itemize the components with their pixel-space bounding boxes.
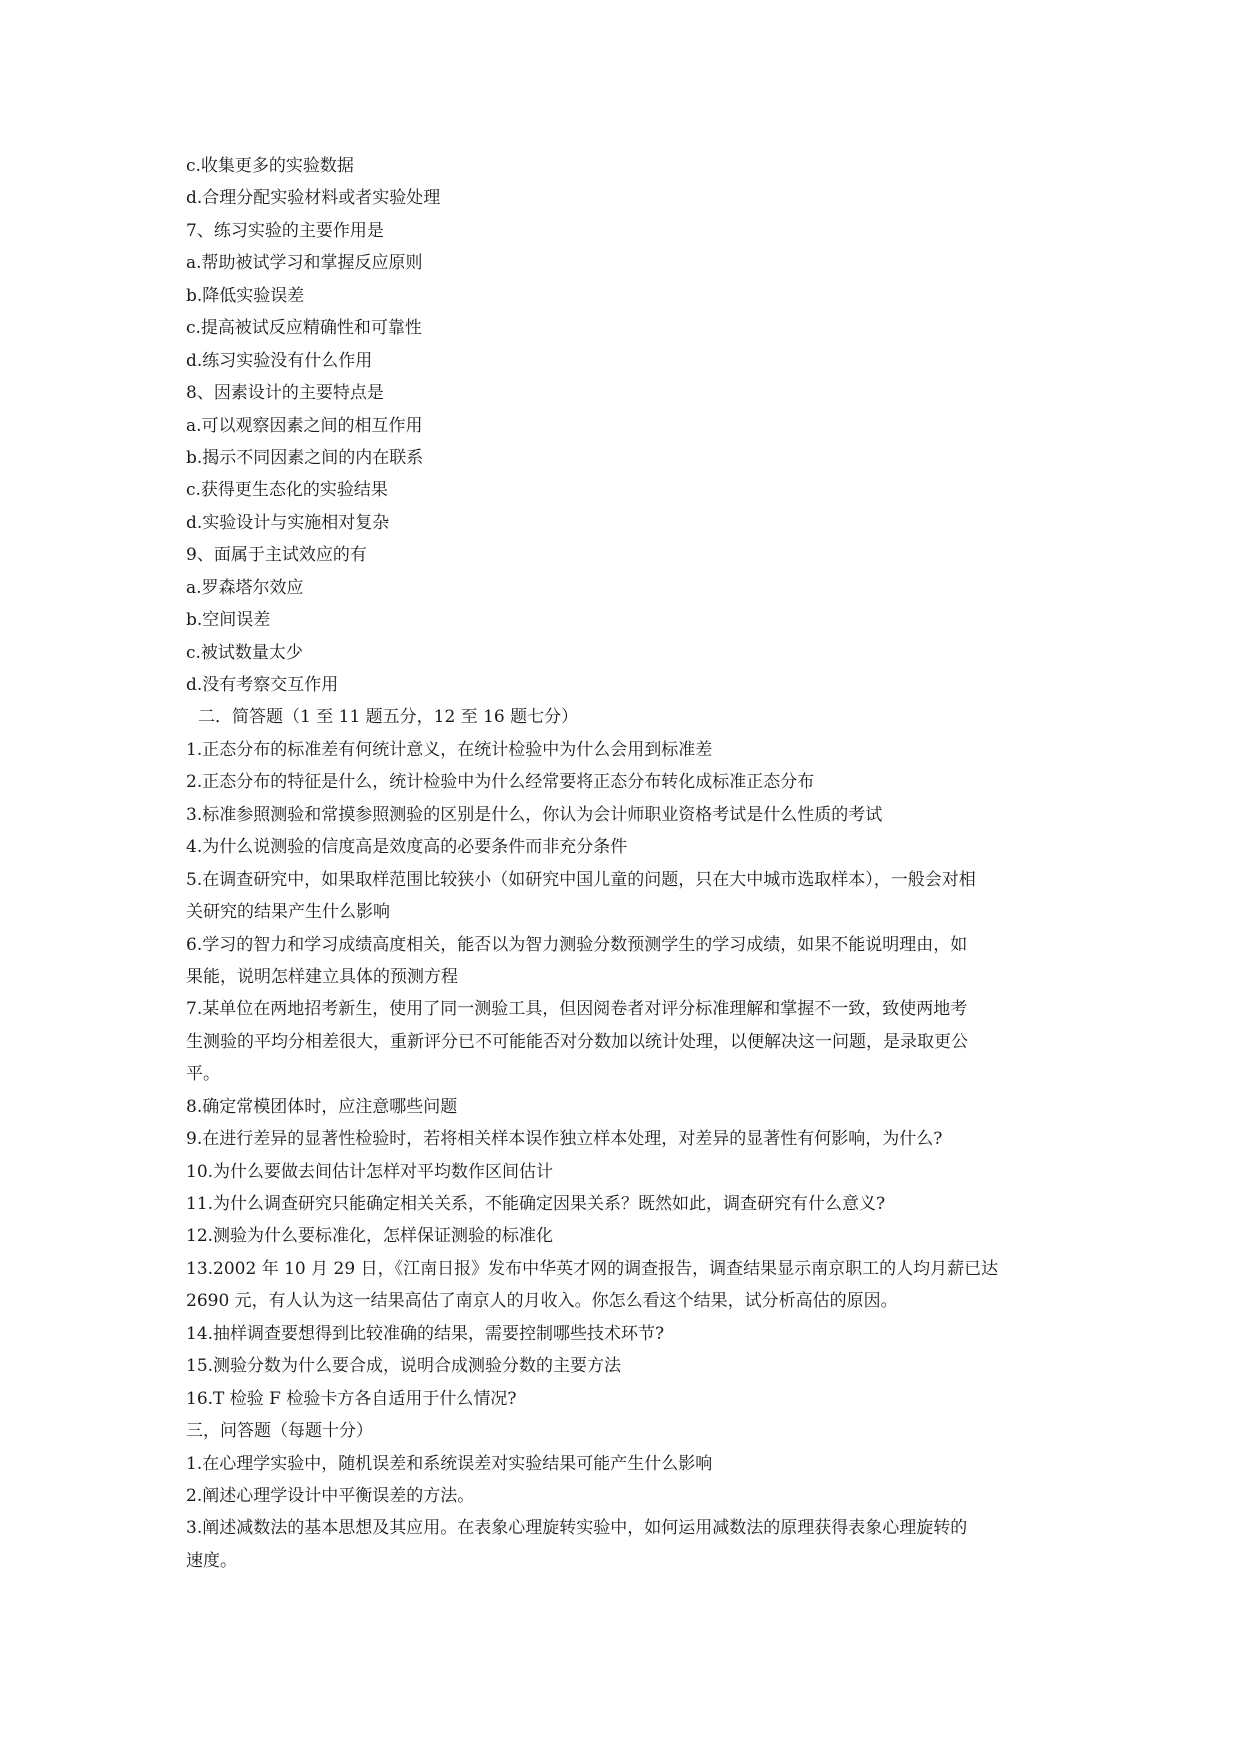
q9-option-b: b.空间误差 xyxy=(186,610,271,631)
short-answer-3: 3.标准参照测验和常摸参照测验的区别是什么，你认为会计师职业资格考试是什么性质的考试 xyxy=(186,804,883,825)
short-answer-15: 15.测验分数为什么要合成，说明合成测验分数的主要方法 xyxy=(186,1356,622,1377)
short-answer-12: 12.测验为什么要标准化，怎样保证测验的标准化 xyxy=(186,1226,554,1247)
question-9: 9、面属于主试效应的有 xyxy=(186,545,367,566)
q9-option-d: d.没有考察交互作用 xyxy=(186,675,339,695)
document-body xyxy=(186,150,1066,1577)
section-heading-essay: 三，问答题（每题十分） xyxy=(186,1421,373,1442)
essay-3-cont: 速度。 xyxy=(186,1550,237,1571)
short-answer-11: 11.为什么调查研究只能确定相关关系，不能确定因果关系？既然如此，调查研究有什么意义? xyxy=(186,1194,886,1214)
short-answer-13: 13.2002 年 10 月 29 日，《江南日报》发布中华英才网的调查报告，调查结果显示南京职工的人均月薪已达 xyxy=(186,1258,999,1279)
essay-1: 1.在心理学实验中，随机误差和系统误差对实验结果可能产生什么影响 xyxy=(186,1453,713,1474)
q7-option-d: d.练习实验没有什么作用 xyxy=(186,350,373,371)
short-answer-9: 9.在进行差异的显著性检验时，若将相关样本误作独立样本处理，对差异的显著性有何影响，为什么? xyxy=(186,1129,943,1150)
question-7: 7、练习实验的主要作用是 xyxy=(186,220,384,241)
section-heading-short-answer: 二．简答题（1 至 11 题五分，12 至 16 题七分） xyxy=(198,707,579,728)
short-answer-5-cont: 关研究的结果产生什么影响 xyxy=(186,902,390,923)
short-answer-7-cont: 生测验的平均分相差很大，重新评分已不可能能否对分数加以统计处理，以便解决这一问题，是录取更公 xyxy=(186,1031,968,1052)
q9-option-a: a.罗森塔尔效应 xyxy=(186,577,304,598)
short-answer-16: 16.T 检验 F 检验卡方各自适用于什么情况? xyxy=(186,1388,517,1409)
short-answer-7-cont2: 平。 xyxy=(186,1064,220,1085)
essay-3: 3.阐述减数法的基本思想及其应用。在表象心理旋转实验中，如何运用减数法的原理获得表象心理旋转的 xyxy=(186,1518,968,1539)
short-answer-10: 10.为什么要做去间估计怎样对平均数作区间估计 xyxy=(186,1161,554,1182)
short-answer-6: 6.学习的智力和学习成绩高度相关，能否以为智力测验分数预测学生的学习成绩，如果不能说明理由，如 xyxy=(186,934,968,955)
q7-option-b: b.降低实验误差 xyxy=(186,285,305,306)
option-d-line: d.合理分配实验材料或者实验处理 xyxy=(186,188,441,209)
q8-option-a: a.可以观察因素之间的相互作用 xyxy=(186,415,423,436)
short-answer-5: 5.在调查研究中，如果取样范围比较狭小（如研究中国儿童的问题，只在大中城市选取样本），一般会对相 xyxy=(186,869,976,890)
short-answer-8: 8.确定常模团体时，应注意哪些问题 xyxy=(186,1096,458,1117)
short-answer-2: 2.正态分布的特征是什么，统计检验中为什么经常要将正态分布转化成标准正态分布 xyxy=(186,772,815,793)
short-answer-7: 7.某单位在两地招考新生，使用了同一测验工具，但因阅卷者对评分标准理解和掌握不一致，致使两地考 xyxy=(186,999,968,1020)
q8-option-c: c.获得更生态化的实验结果 xyxy=(186,480,388,501)
q8-option-d: d.实验设计与实施相对复杂 xyxy=(186,512,390,533)
short-answer-13-cont: 2690 元，有人认为这一结果高估了南京人的月收入。你怎么看这个结果，试分析高估的原因。 xyxy=(186,1291,898,1312)
option-c-line: c.收集更多的实验数据 xyxy=(186,156,354,176)
short-answer-6-cont: 果能，说明怎样建立具体的预测方程 xyxy=(186,966,458,987)
short-answer-1: 1.正态分布的标准差有何统计意义，在统计检验中为什么会用到标准差 xyxy=(186,739,713,760)
q7-option-a: a.帮助被试学习和掌握反应原则 xyxy=(186,253,423,274)
q8-option-b: b.揭示不同因素之间的内在联系 xyxy=(186,447,424,468)
q9-option-c: c.被试数量太少 xyxy=(186,642,303,663)
essay-2: 2.阐述心理学设计中平衡误差的方法。 xyxy=(186,1485,475,1506)
question-8: 8、因素设计的主要特点是 xyxy=(186,383,384,404)
short-answer-14: 14.抽样调查要想得到比较准确的结果，需要控制哪些技术环节? xyxy=(186,1323,665,1344)
q7-option-c: c.提高被试反应精确性和可靠性 xyxy=(186,318,422,339)
short-answer-4: 4.为什么说测验的信度高是效度高的必要条件而非充分条件 xyxy=(186,837,628,858)
